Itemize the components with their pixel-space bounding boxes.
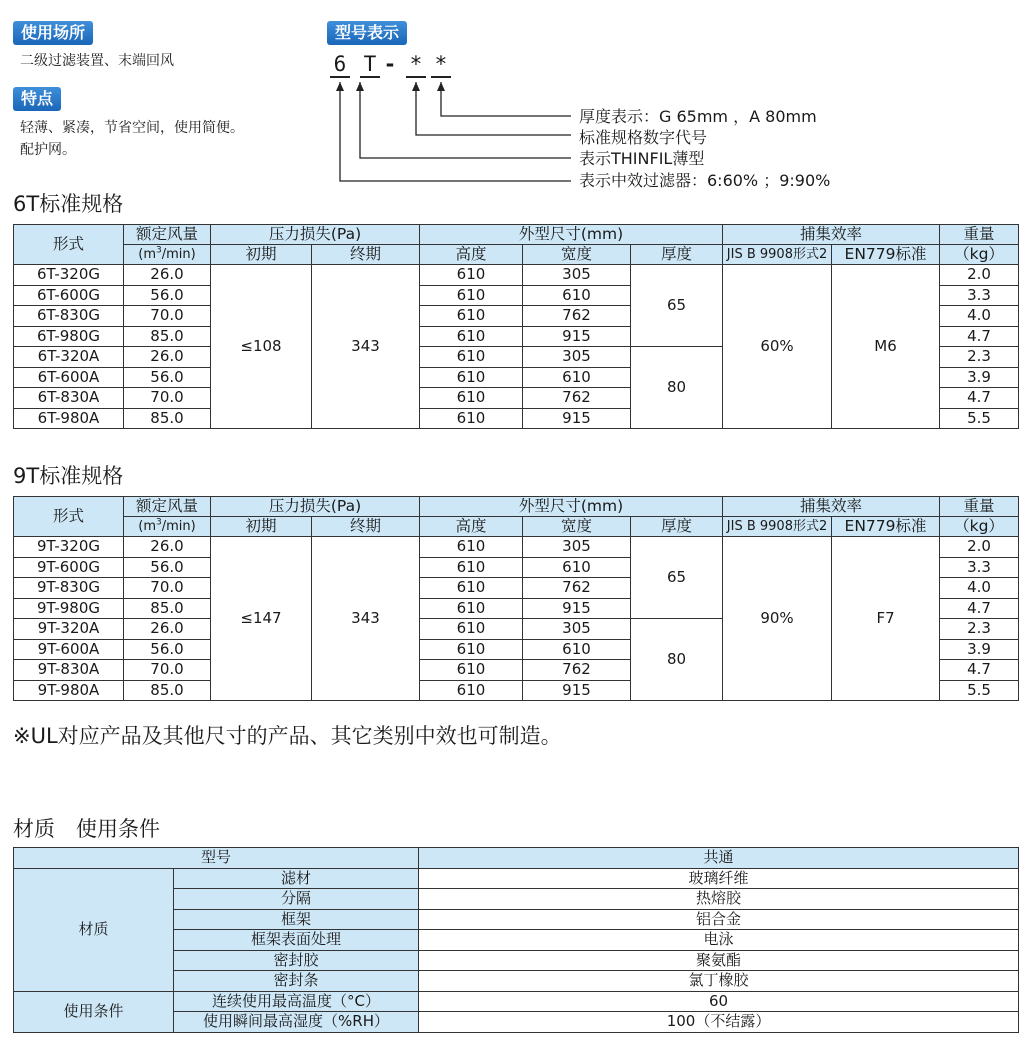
spec-6t-table xyxy=(13,224,1019,429)
cell-airflow: 70.0 xyxy=(124,388,211,409)
cell-weight: 2.3 xyxy=(940,619,1019,640)
cell-height: 610 xyxy=(420,326,523,347)
cell-height: 610 xyxy=(420,537,523,558)
code-dash: - xyxy=(383,52,397,76)
code-series: 6 xyxy=(330,52,350,78)
cell-width: 610 xyxy=(523,557,631,578)
hdr-form: 形式 xyxy=(14,225,124,265)
cell-item: 连续使用最高温度（°C） xyxy=(174,991,419,1012)
cell-model: 6T-830A xyxy=(14,388,124,409)
hdr-height: 高度 xyxy=(420,245,523,265)
hdr-initial: 初期 xyxy=(211,245,312,265)
cell-height: 610 xyxy=(420,619,523,640)
cell-width: 305 xyxy=(523,537,631,558)
cell-value: 氯丁橡胶 xyxy=(419,971,1019,992)
cell-height: 610 xyxy=(420,265,523,286)
cell-weight: 5.5 xyxy=(940,408,1019,429)
cell-weight: 3.9 xyxy=(940,367,1019,388)
cell-height: 610 xyxy=(420,680,523,701)
cell-height: 610 xyxy=(420,347,523,368)
cell-value: 100（不结露） xyxy=(419,1012,1019,1033)
cell-final: 343 xyxy=(312,537,420,701)
hdr-en: EN779标准 xyxy=(832,517,940,537)
cell-airflow: 70.0 xyxy=(124,306,211,327)
hdr-dims: 外型尺寸(mm) xyxy=(420,225,723,245)
cell-airflow: 56.0 xyxy=(124,639,211,660)
cell-value: 热熔胶 xyxy=(419,889,1019,910)
cell-width: 610 xyxy=(523,639,631,660)
cell-height: 610 xyxy=(420,408,523,429)
cell-item: 框架表面处理 xyxy=(174,930,419,951)
cell-width: 915 xyxy=(523,680,631,701)
hdr-common: 共通 xyxy=(419,848,1019,869)
cell-model: 9T-980G xyxy=(14,598,124,619)
table-row xyxy=(14,991,1019,1012)
spec-9t-table xyxy=(13,496,1019,701)
cell-model: 6T-600G xyxy=(14,285,124,306)
cell-value: 铝合金 xyxy=(419,909,1019,930)
cell-model: 6T-320A xyxy=(14,347,124,368)
usage-badge: 使用场所 xyxy=(13,21,93,45)
cell-width: 305 xyxy=(523,265,631,286)
hdr-final: 终期 xyxy=(312,517,420,537)
cell-height: 610 xyxy=(420,598,523,619)
model-leader-lines xyxy=(0,0,1034,200)
legend-depth: 厚度表示：G 65mm ，A 80mm xyxy=(579,107,817,126)
hdr-initial: 初期 xyxy=(211,517,312,537)
cell-model: 6T-980G xyxy=(14,326,124,347)
features-line-2: 配护网。 xyxy=(20,142,76,158)
cell-item: 分隔 xyxy=(174,889,419,910)
code-type: T xyxy=(360,52,380,78)
cell-depth-g: 65 xyxy=(631,265,723,347)
hdr-depth: 厚度 xyxy=(631,245,723,265)
cell-weight: 4.0 xyxy=(940,306,1019,327)
spec-6t-title: 6T标准规格 xyxy=(13,192,124,216)
cell-jis: 60% xyxy=(723,265,832,429)
spec-9t-title: 9T标准规格 xyxy=(13,464,124,488)
hdr-form: 形式 xyxy=(14,497,124,537)
cell-airflow: 85.0 xyxy=(124,408,211,429)
cell-width: 915 xyxy=(523,408,631,429)
cell-weight: 4.7 xyxy=(940,660,1019,681)
cell-weight: 3.3 xyxy=(940,285,1019,306)
cell-initial: ≤108 xyxy=(211,265,312,429)
legend-type: 表示THINFIL薄型 xyxy=(579,149,705,168)
hdr-airflow-unit: $(m^3/\min)$ xyxy=(124,245,211,265)
cell-airflow: 85.0 xyxy=(124,326,211,347)
hdr-width: 宽度 xyxy=(523,245,631,265)
hdr-efficiency: 捕集效率 xyxy=(723,225,940,245)
cell-item: 使用瞬间最高湿度（%RH） xyxy=(174,1012,419,1033)
cell-airflow: 26.0 xyxy=(124,619,211,640)
availability-note: ※UL对应产品及其他尺寸的产品、其它类别中效也可制造。 xyxy=(13,724,562,748)
cell-weight: 4.7 xyxy=(940,388,1019,409)
cell-width: 610 xyxy=(523,367,631,388)
cell-height: 610 xyxy=(420,660,523,681)
group-material: 材质 xyxy=(14,868,174,991)
cell-width: 762 xyxy=(523,660,631,681)
cell-weight: 4.7 xyxy=(940,326,1019,347)
cell-width: 610 xyxy=(523,285,631,306)
cell-depth-g: 65 xyxy=(631,537,723,619)
cell-jis: 90% xyxy=(723,537,832,701)
materials-title: 材质 使用条件 xyxy=(13,817,160,841)
hdr-airflow: 额定风量 xyxy=(124,225,211,245)
legend-size: 标准规格数字代号 xyxy=(579,128,708,147)
hdr-efficiency: 捕集效率 xyxy=(723,497,940,517)
cell-width: 762 xyxy=(523,388,631,409)
hdr-airflow: 额定风量 xyxy=(124,497,211,517)
cell-airflow: 26.0 xyxy=(124,347,211,368)
cell-model: 9T-320G xyxy=(14,537,124,558)
hdr-width: 宽度 xyxy=(523,517,631,537)
hdr-dims: 外型尺寸(mm) xyxy=(420,497,723,517)
cell-height: 610 xyxy=(420,639,523,660)
cell-model: 9T-830A xyxy=(14,660,124,681)
cell-en: M6 xyxy=(832,265,940,429)
hdr-height: 高度 xyxy=(420,517,523,537)
table-row xyxy=(14,868,1019,889)
cell-model: 9T-980A xyxy=(14,680,124,701)
hdr-en: EN779标准 xyxy=(832,245,940,265)
cell-airflow: 85.0 xyxy=(124,598,211,619)
hdr-model: 型号 xyxy=(14,848,419,869)
hdr-weight-unit: （kg） xyxy=(940,245,1019,265)
materials-table xyxy=(13,847,1019,1033)
hdr-depth: 厚度 xyxy=(631,517,723,537)
code-size: * xyxy=(406,52,426,78)
cell-width: 915 xyxy=(523,598,631,619)
cell-model: 9T-830G xyxy=(14,578,124,599)
cell-value: 玻璃纤维 xyxy=(419,868,1019,889)
cell-model: 6T-980A xyxy=(14,408,124,429)
cell-height: 610 xyxy=(420,367,523,388)
cell-width: 915 xyxy=(523,326,631,347)
cell-model: 9T-320A xyxy=(14,619,124,640)
hdr-weight: 重量 xyxy=(940,225,1019,245)
cell-airflow: 26.0 xyxy=(124,265,211,286)
cell-weight: 4.7 xyxy=(940,598,1019,619)
hdr-final: 终期 xyxy=(312,245,420,265)
cell-height: 610 xyxy=(420,388,523,409)
model-notation-badge: 型号表示 xyxy=(327,21,407,45)
hdr-weight-unit: （kg） xyxy=(940,517,1019,537)
cell-airflow: 85.0 xyxy=(124,680,211,701)
cell-weight: 2.0 xyxy=(940,537,1019,558)
legend-efficiency: 表示中效过滤器：6:60% ；9:90% xyxy=(579,171,831,190)
cell-width: 762 xyxy=(523,578,631,599)
cell-airflow: 26.0 xyxy=(124,537,211,558)
cell-airflow: 70.0 xyxy=(124,660,211,681)
features-badge: 特点 xyxy=(13,87,61,111)
table-row xyxy=(14,537,1019,558)
cell-airflow: 70.0 xyxy=(124,578,211,599)
cell-item: 密封胶 xyxy=(174,950,419,971)
cell-weight: 2.3 xyxy=(940,347,1019,368)
group-condition: 使用条件 xyxy=(14,991,174,1032)
cell-item: 密封条 xyxy=(174,971,419,992)
hdr-pressure: 压力损失(Pa) xyxy=(211,497,420,517)
cell-weight: 3.3 xyxy=(940,557,1019,578)
hdr-weight: 重量 xyxy=(940,497,1019,517)
hdr-airflow-unit: $(m^3/\min)$ xyxy=(124,517,211,537)
cell-height: 610 xyxy=(420,285,523,306)
cell-model: 6T-600A xyxy=(14,367,124,388)
cell-model: 9T-600A xyxy=(14,639,124,660)
cell-height: 610 xyxy=(420,306,523,327)
cell-airflow: 56.0 xyxy=(124,367,211,388)
cell-value: 电泳 xyxy=(419,930,1019,951)
cell-weight: 2.0 xyxy=(940,265,1019,286)
cell-height: 610 xyxy=(420,578,523,599)
cell-model: 6T-320G xyxy=(14,265,124,286)
cell-weight: 3.9 xyxy=(940,639,1019,660)
cell-width: 305 xyxy=(523,347,631,368)
cell-en: F7 xyxy=(832,537,940,701)
cell-value: 60 xyxy=(419,991,1019,1012)
hdr-jis: JIS B 9908形式2 xyxy=(723,517,832,537)
cell-depth-a: 80 xyxy=(631,619,723,701)
cell-item: 框架 xyxy=(174,909,419,930)
hdr-pressure: 压力损失(Pa) xyxy=(211,225,420,245)
cell-weight: 5.5 xyxy=(940,680,1019,701)
cell-weight: 4.0 xyxy=(940,578,1019,599)
cell-initial: ≤147 xyxy=(211,537,312,701)
cell-width: 762 xyxy=(523,306,631,327)
cell-model: 9T-600G xyxy=(14,557,124,578)
cell-width: 305 xyxy=(523,619,631,640)
cell-value: 聚氨酯 xyxy=(419,950,1019,971)
hdr-jis: JIS B 9908形式2 xyxy=(723,245,832,265)
cell-final: 343 xyxy=(312,265,420,429)
code-depth: * xyxy=(431,52,451,78)
table-row xyxy=(14,265,1019,286)
cell-airflow: 56.0 xyxy=(124,557,211,578)
cell-airflow: 56.0 xyxy=(124,285,211,306)
cell-item: 滤材 xyxy=(174,868,419,889)
features-line-1: 轻薄、紧凑，节省空间，使用简便。 xyxy=(20,120,244,136)
cell-depth-a: 80 xyxy=(631,347,723,429)
cell-height: 610 xyxy=(420,557,523,578)
usage-text: 二级过滤装置、末端回风 xyxy=(20,53,174,69)
cell-model: 6T-830G xyxy=(14,306,124,327)
